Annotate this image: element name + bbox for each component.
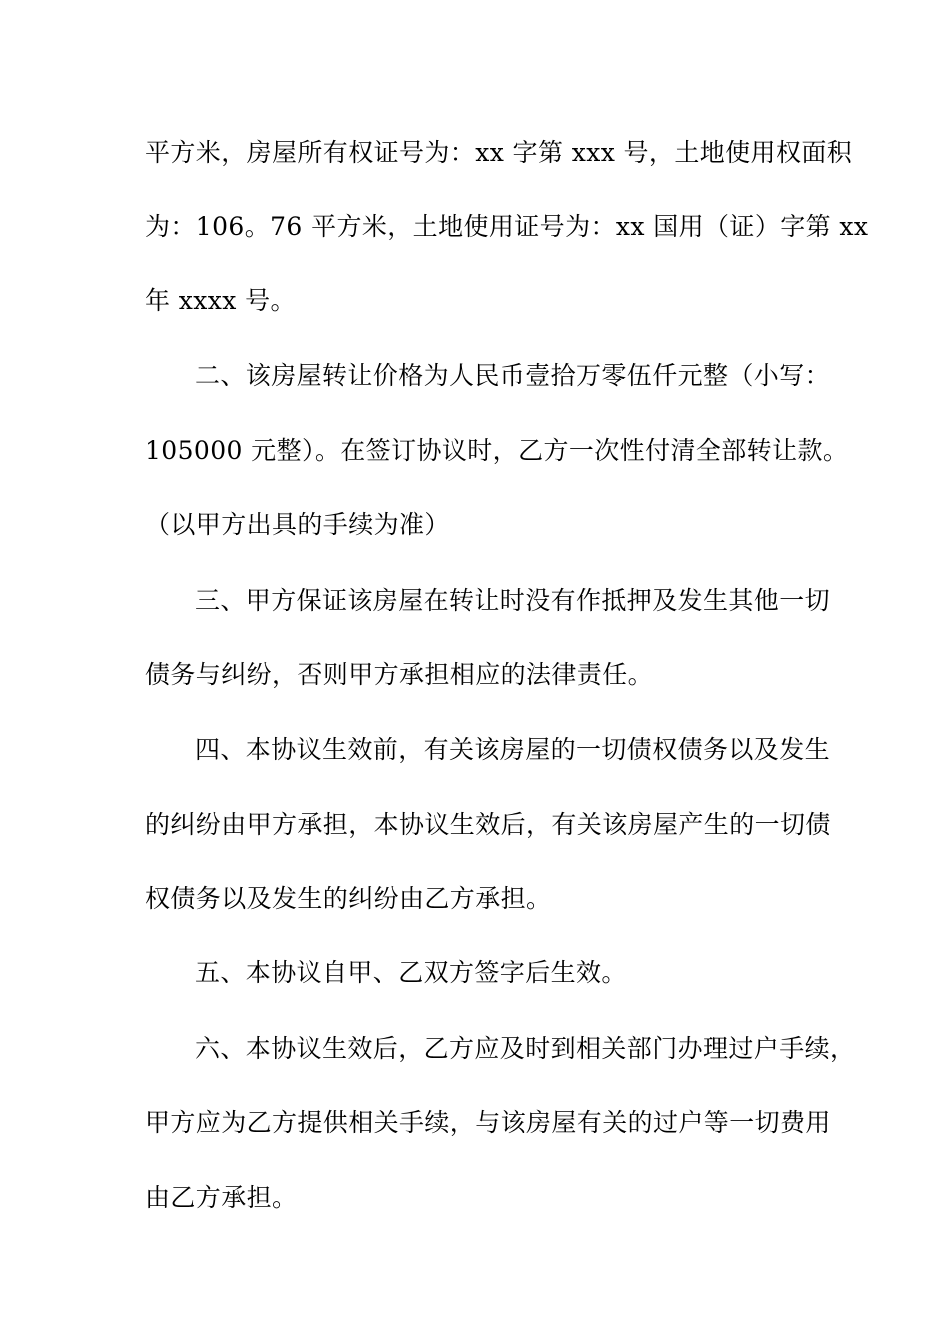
text-line: （以甲方出具的手续为准） bbox=[145, 510, 450, 539]
text-line: 甲方应为乙方提供相关手续，与该房屋有关的过户等一切费用 bbox=[145, 1108, 831, 1137]
text-line: 平方米，房屋所有权证号为：xx 字第 xxx 号，土地使用权面积 bbox=[145, 138, 853, 167]
text-line: 三、甲方保证该房屋在转让时没有作抵押及发生其他一切 bbox=[195, 586, 831, 615]
text-line: 由乙方承担。 bbox=[145, 1183, 298, 1212]
text-line: 债务与纠纷，否则甲方承担相应的法律责任。 bbox=[145, 660, 654, 689]
text-line: 四、本协议生效前，有关该房屋的一切债权债务以及发生 bbox=[195, 735, 831, 764]
text-line: 的纠纷由甲方承担，本协议生效后，有关该房屋产生的一切债 bbox=[145, 810, 831, 839]
text-line: 六、本协议生效后，乙方应及时到相关部门办理过户手续， bbox=[195, 1034, 856, 1063]
text-line: 105000 元整）。在签订协议时，乙方一次性付清全部转让款。 bbox=[145, 436, 849, 465]
text-line: 二、该房屋转让价格为人民币壹拾万零伍仟元整（小写： bbox=[195, 361, 831, 390]
text-line: 权债务以及发生的纠纷由乙方承担。 bbox=[145, 884, 552, 913]
text-line: 五、本协议自甲、乙双方签字后生效。 bbox=[195, 958, 627, 987]
text-line: 年 xxxx 号。 bbox=[145, 286, 296, 315]
text-line: 为：106。76 平方米，土地使用证号为：xx 国用（证）字第 xx bbox=[145, 212, 869, 241]
